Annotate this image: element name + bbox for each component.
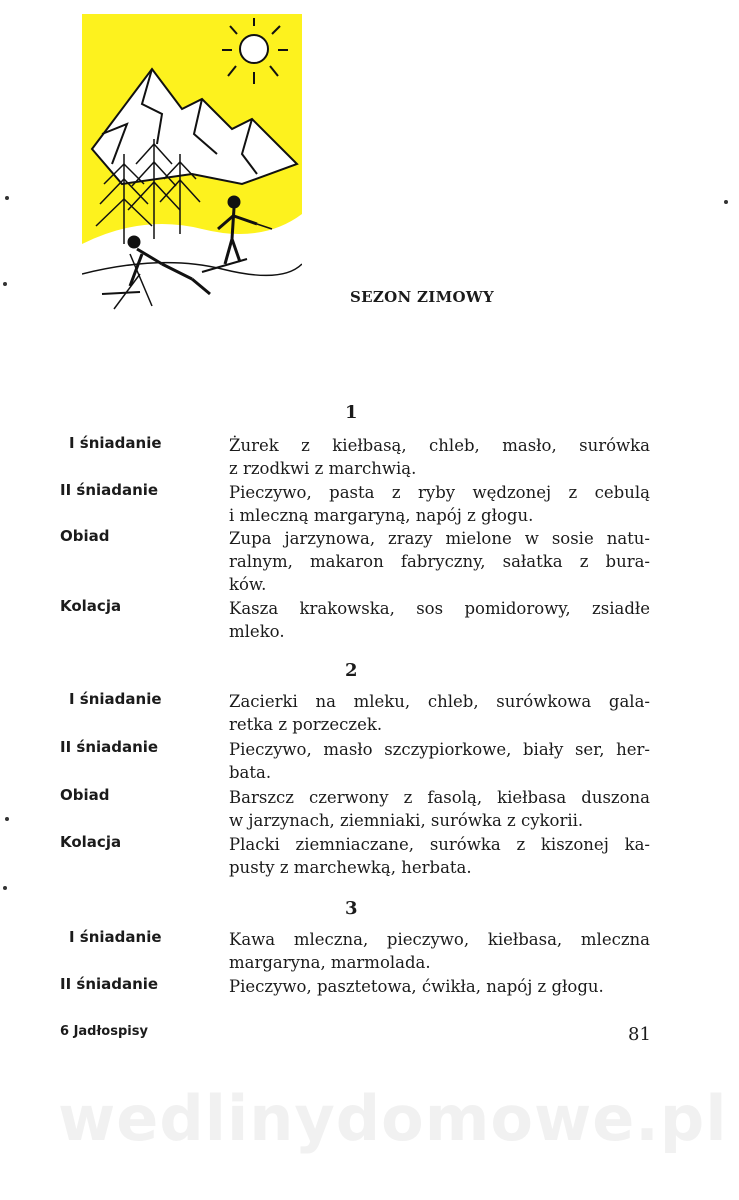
meal-text <box>229 738 650 784</box>
sun-icon <box>222 18 288 84</box>
margin-speck <box>3 886 7 890</box>
meal-line: i mleczną margaryną, napój z głogu. <box>229 506 534 525</box>
meal-label: Kolacja <box>60 833 122 851</box>
meal-line: Kasza krakowska, sos pomidorowy, zsiadłe <box>229 599 650 618</box>
meal-text <box>229 481 650 527</box>
meal-line: Pieczywo, masło szczypiorkowe, biały ser, her- <box>229 740 650 759</box>
meal-line: ralnym, makaron fabryczny, sałatka z bura- <box>229 552 650 571</box>
mountain-skiers-drawing <box>82 14 302 326</box>
meal-text <box>229 434 650 480</box>
meal-line: Żurek z kiełbasą, chleb, masło, surówka <box>229 436 650 455</box>
menu-number: 2 <box>345 660 358 681</box>
meal-line: Zacierki na mleku, chleb, surówkowa gala- <box>229 692 650 711</box>
meal-line: Kawa mleczna, pieczywo, kiełbasa, mleczna <box>229 930 650 949</box>
meal-label: II śniadanie <box>60 738 159 756</box>
meal-label: I śniadanie <box>69 434 162 452</box>
meal-line: z rzodkwi z marchwią. <box>229 459 417 478</box>
meal-label: I śniadanie <box>69 690 162 708</box>
page-number: 81 <box>628 1024 651 1045</box>
meal-label: II śniadanie <box>60 975 159 993</box>
meal-text <box>229 928 650 974</box>
meal-line: bata. <box>229 763 272 782</box>
meal-line: mleko. <box>229 622 285 641</box>
meal-line: margaryna, marmolada. <box>229 953 431 972</box>
meal-line: pusty z marchewką, herbata. <box>229 858 472 877</box>
meal-text <box>229 833 650 879</box>
winter-illustration <box>82 14 302 326</box>
menu-number: 3 <box>345 898 358 919</box>
meal-label: II śniadanie <box>60 481 159 499</box>
mountains <box>92 69 297 184</box>
footer-section-label: 6 Jadłospisy <box>60 1024 148 1039</box>
meal-text <box>229 690 650 736</box>
meal-line: Barszcz czerwony z fasolą, kiełbasa duszona <box>229 788 650 807</box>
meal-label: I śniadanie <box>69 928 162 946</box>
meal-label: Obiad <box>60 527 110 545</box>
meal-text <box>229 527 650 596</box>
meal-label: Obiad <box>60 786 110 804</box>
meal-line: retka z porzeczek. <box>229 715 383 734</box>
meal-line: w jarzynach, ziemniaki, surówka z cykorii. <box>229 811 584 830</box>
meal-text <box>229 597 650 643</box>
margin-speck <box>5 196 9 200</box>
meal-line: Pieczywo, pasztetowa, ćwikła, napój z głogu. <box>229 977 604 996</box>
meal-line: ków. <box>229 575 267 594</box>
margin-speck <box>3 282 7 286</box>
margin-speck <box>5 817 9 821</box>
meal-label: Kolacja <box>60 597 122 615</box>
meal-line: Pieczywo, pasta z ryby wędzonej z cebulą <box>229 483 650 502</box>
meal-line: Placki ziemniaczane, surówka z kiszonej ka- <box>229 835 650 854</box>
watermark: wedlinydomowe.pl <box>58 1082 728 1155</box>
page-title: SEZON ZIMOWY <box>350 288 495 306</box>
menu-number: 1 <box>345 402 358 423</box>
margin-speck <box>724 200 728 204</box>
meal-text <box>229 786 650 832</box>
meal-line: Zupa jarzynowa, zrazy mielone w sosie natu- <box>229 529 650 548</box>
meal-text <box>229 975 650 998</box>
